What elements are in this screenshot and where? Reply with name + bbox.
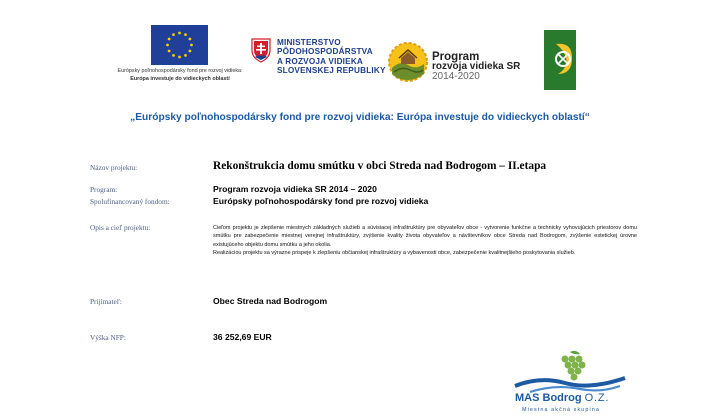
program-label: Program: bbox=[90, 185, 118, 194]
eu-caption bbox=[90, 67, 270, 83]
fund-label: Spolufinancovaný fondom: bbox=[90, 197, 170, 206]
description-paragraph: Realizáciou projektu sa výrazne prispeje k zlepšeniu občianskej infraštruktúry a vybavenosti obce, zabezpečenie kvalitnejšieho poskytovania služieb. bbox=[213, 249, 576, 256]
page-title: „Európsky poľnohospodársky fond pre rozvoj vidieka: Európa investuje do vidieckych oblastí“ bbox=[130, 112, 590, 123]
fund-value: Európsky poľnohospodársky fond pre rozvoj vidieka bbox=[213, 196, 429, 206]
prv-sun-logo-icon bbox=[386, 40, 430, 84]
slovak-coat-of-arms-icon bbox=[251, 38, 271, 63]
mas-subtitle: Miestna akčná skupina bbox=[522, 407, 600, 413]
prv-line1: Program bbox=[432, 51, 480, 63]
description-text bbox=[213, 224, 637, 257]
description-paragraph: Cieľom projektu je zlepšenie miestnych základných služieb a súvisiacej infraštruktúry pre obyvateľov obce - vytvorenie funkčne a technicky vyhovujúcich priestorov domu smútku pre zabezpečenie miestnej verejnej infraštruktúry, zvýšenie kvality života obyvateľov a návštevníkov obce Streda nad Bodrogom, zvýšenie estetickej úrovne existujúceho objektu domu smútku a jeho okolia. bbox=[213, 225, 637, 248]
mas-suffix-text: O.Z. bbox=[584, 392, 610, 404]
program-value: Program rozvoja vidieka SR 2014 – 2020 bbox=[213, 184, 377, 194]
ministry-line: A ROZVOJA VIDIEKA bbox=[277, 56, 364, 66]
mas-name-text: MAS Bodrog bbox=[515, 392, 582, 404]
amount-value: 36 252,69 EUR bbox=[213, 332, 272, 342]
amount-label: Výška NFP: bbox=[90, 333, 126, 342]
eu-caption-line1: Európsky poľnohospodársky fond pre rozvoj vidieka: bbox=[117, 68, 243, 74]
ministry-name bbox=[277, 38, 386, 76]
mas-bodrog-grapes-icon bbox=[510, 350, 630, 395]
ministry-line: SLOVENSKEJ REPUBLIKY bbox=[277, 66, 386, 76]
ministry-line: MINISTERSTVO bbox=[277, 38, 341, 47]
eu-flag-logo bbox=[151, 25, 208, 65]
prv-line2: rozvoja vidieka SR bbox=[432, 61, 521, 72]
recipient-value: Obec Streda nad Bodrogom bbox=[213, 296, 328, 306]
mas-bodrog-name bbox=[515, 392, 609, 404]
description-label: Opis a cieľ projektu: bbox=[90, 223, 151, 232]
recipient-label: Prijímateľ: bbox=[90, 297, 122, 306]
eu-caption-line2: Európa investuje do vidieckych oblastí bbox=[130, 76, 230, 82]
project-name-label: Názov projektu: bbox=[90, 163, 138, 172]
leader-text: LEADER bbox=[535, 41, 543, 76]
prv-line3: 2014-2020 bbox=[432, 71, 480, 82]
ministry-line: PÔDOHOSPODÁRSTVA bbox=[277, 47, 373, 57]
project-name-value: Rekonštrukcia domu smútku v obci Streda nad Bodrogom – II.etapa bbox=[213, 160, 547, 172]
prv-program-text bbox=[432, 52, 520, 82]
leader-wordmark bbox=[535, 30, 554, 90]
